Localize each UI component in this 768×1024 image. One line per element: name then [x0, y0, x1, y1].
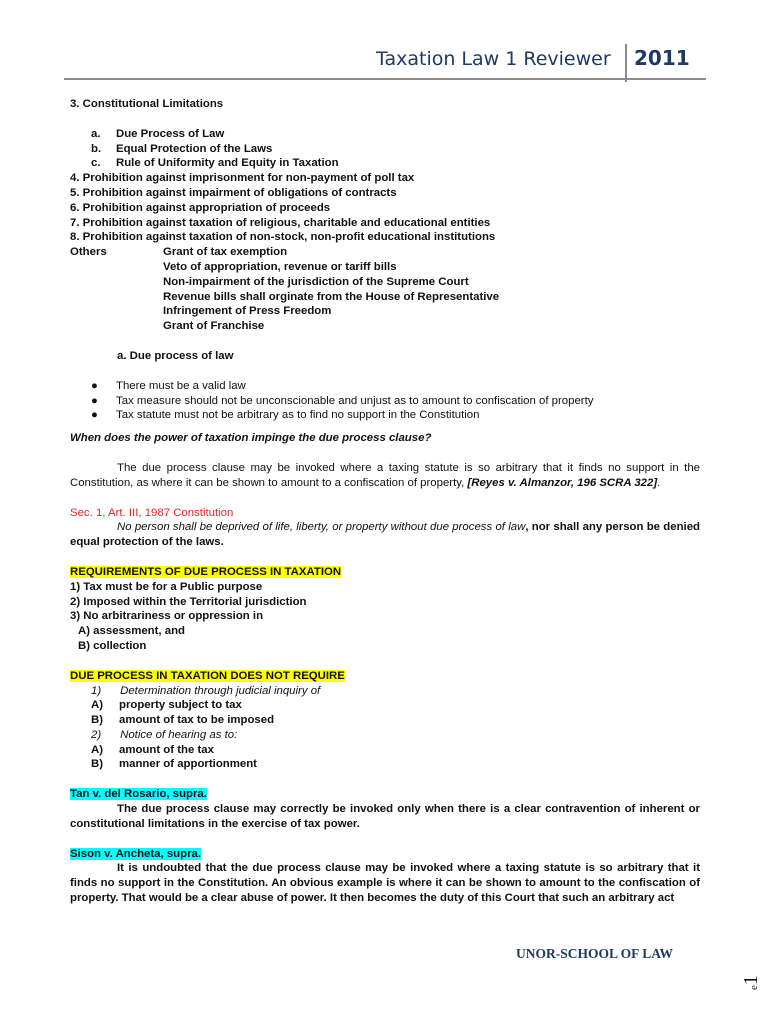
- page-body: [70, 97, 700, 906]
- list-item: 8. Prohibition against taxation of non-stock, non-profit educational institutions: [70, 231, 496, 244]
- bullet-item: ● Tax statute must not be arbitrary as to find no support in the Constitution: [91, 409, 480, 422]
- requirements-heading: REQUIREMENTS OF DUE PROCESS IN TAXATION: [70, 565, 342, 578]
- not-require-heading: DUE PROCESS IN TAXATION DOES NOT REQUIRE: [70, 669, 345, 682]
- sub-item: c. Rule of Uniformity and Equity in Taxation: [91, 157, 339, 170]
- case-text: The due process clause may correctly be invoked only when there is a clear contravention of inherent or constitutional limitations in the exercise of tax power.: [70, 803, 700, 830]
- requirement-item: 1) Tax must be for a Public purpose: [70, 580, 263, 593]
- bullet-icon: ●: [91, 379, 98, 392]
- others-item: Grant of tax exemption: [163, 246, 288, 259]
- school-footer: UNOR-SCHOOL OF LAW: [516, 946, 674, 961]
- document-title: Taxation Law 1 Reviewer: [376, 48, 611, 70]
- not-require-item: 2) Notice of hearing as to:: [91, 728, 238, 741]
- list-item: 4. Prohibition against imprisonment for non-payment of poll tax: [70, 172, 415, 185]
- others-item: Infringement of Press Freedom: [163, 305, 332, 318]
- requirement-subitem: B) collection: [78, 639, 147, 652]
- not-require-subitem: B) manner of apportionment: [91, 758, 257, 771]
- answer-paragraph: The due process clause may be invoked where a taxing statute is so arbitrary that it finds no support in the Constitution, as where it can be shown to amount to a confiscation of property, [Reyes v. Almanzor, 196 SCRA 322].: [70, 461, 700, 489]
- constitution-reference: Sec. 1, Art. III, 1987 Constitution: [70, 506, 234, 519]
- case-text: It is undoubted that the due process clause may be invoked where a taxing statute is so arbitrary that it finds no support in the Constitution. An obvious example is where it can be shown to amount to the confiscation of property. That would be a clear abuse of power. It then becomes the duty of this Court that such an arbitrary act: [70, 862, 700, 905]
- section-heading: 3. Constitutional Limitations: [70, 98, 224, 110]
- bullet-item: ● Tax measure should not be unconscionable and unjust as to amount to confiscation of property: [91, 394, 594, 407]
- bullet-icon: ●: [91, 409, 98, 422]
- list-item: 6. Prohibition against appropriation of proceeds: [70, 201, 331, 214]
- list-item: 5. Prohibition against impairment of obligations of contracts: [70, 186, 397, 199]
- not-require-subitem: B) amount of tax to be imposed: [91, 714, 275, 727]
- case-name: Tan v. del Rosario, supra.: [70, 788, 207, 801]
- others-item: Veto of appropriation, revenue or tariff bills: [163, 260, 397, 273]
- case-name: Sison v. Ancheta, supra.: [70, 847, 202, 860]
- requirement-item: 2) Imposed within the Territorial jurisdiction: [70, 595, 307, 608]
- others-block: [70, 245, 700, 334]
- not-require-subitem: A) property subject to tax: [91, 699, 242, 712]
- case-citation: [Reyes v. Almanzor, 196 SCRA 322]: [467, 476, 658, 489]
- sub-item: a. Due Process of Law: [91, 127, 225, 140]
- document-year: 2011: [634, 46, 690, 70]
- others-item: Non-impairment of the jurisdiction of the Supreme Court: [163, 275, 469, 288]
- bullet-icon: ●: [91, 394, 98, 407]
- subsection-heading: a. Due process of law: [117, 349, 234, 362]
- others-item: Revenue bills shall orginate from the House of Representative: [163, 290, 500, 303]
- others-label: Others: [70, 246, 107, 259]
- list-item: 7. Prohibition against taxation of religious, charitable and educational entities: [70, 216, 491, 229]
- header-rule: [64, 78, 706, 80]
- bullet-item: ● There must be a valid law: [91, 379, 246, 392]
- requirement-item: 3) No arbitrariness or oppression in: [70, 610, 264, 623]
- requirement-subitem: A) assessment, and: [78, 625, 185, 638]
- sub-item: b. Equal Protection of the Laws: [91, 142, 273, 155]
- page-number: e1: [740, 975, 762, 990]
- header-divider: [625, 44, 627, 82]
- not-require-item: 1) Determination through judicial inquiry of: [91, 684, 321, 697]
- not-require-subitem: A) amount of the tax: [91, 743, 214, 756]
- question: When does the power of taxation impinge the due process clause?: [70, 432, 432, 445]
- others-item: Grant of Franchise: [163, 320, 265, 333]
- constitution-text: No person shall be deprived of life, liberty, or property without due process of law, nor shall any person be denied equal protection of the laws.: [70, 521, 700, 549]
